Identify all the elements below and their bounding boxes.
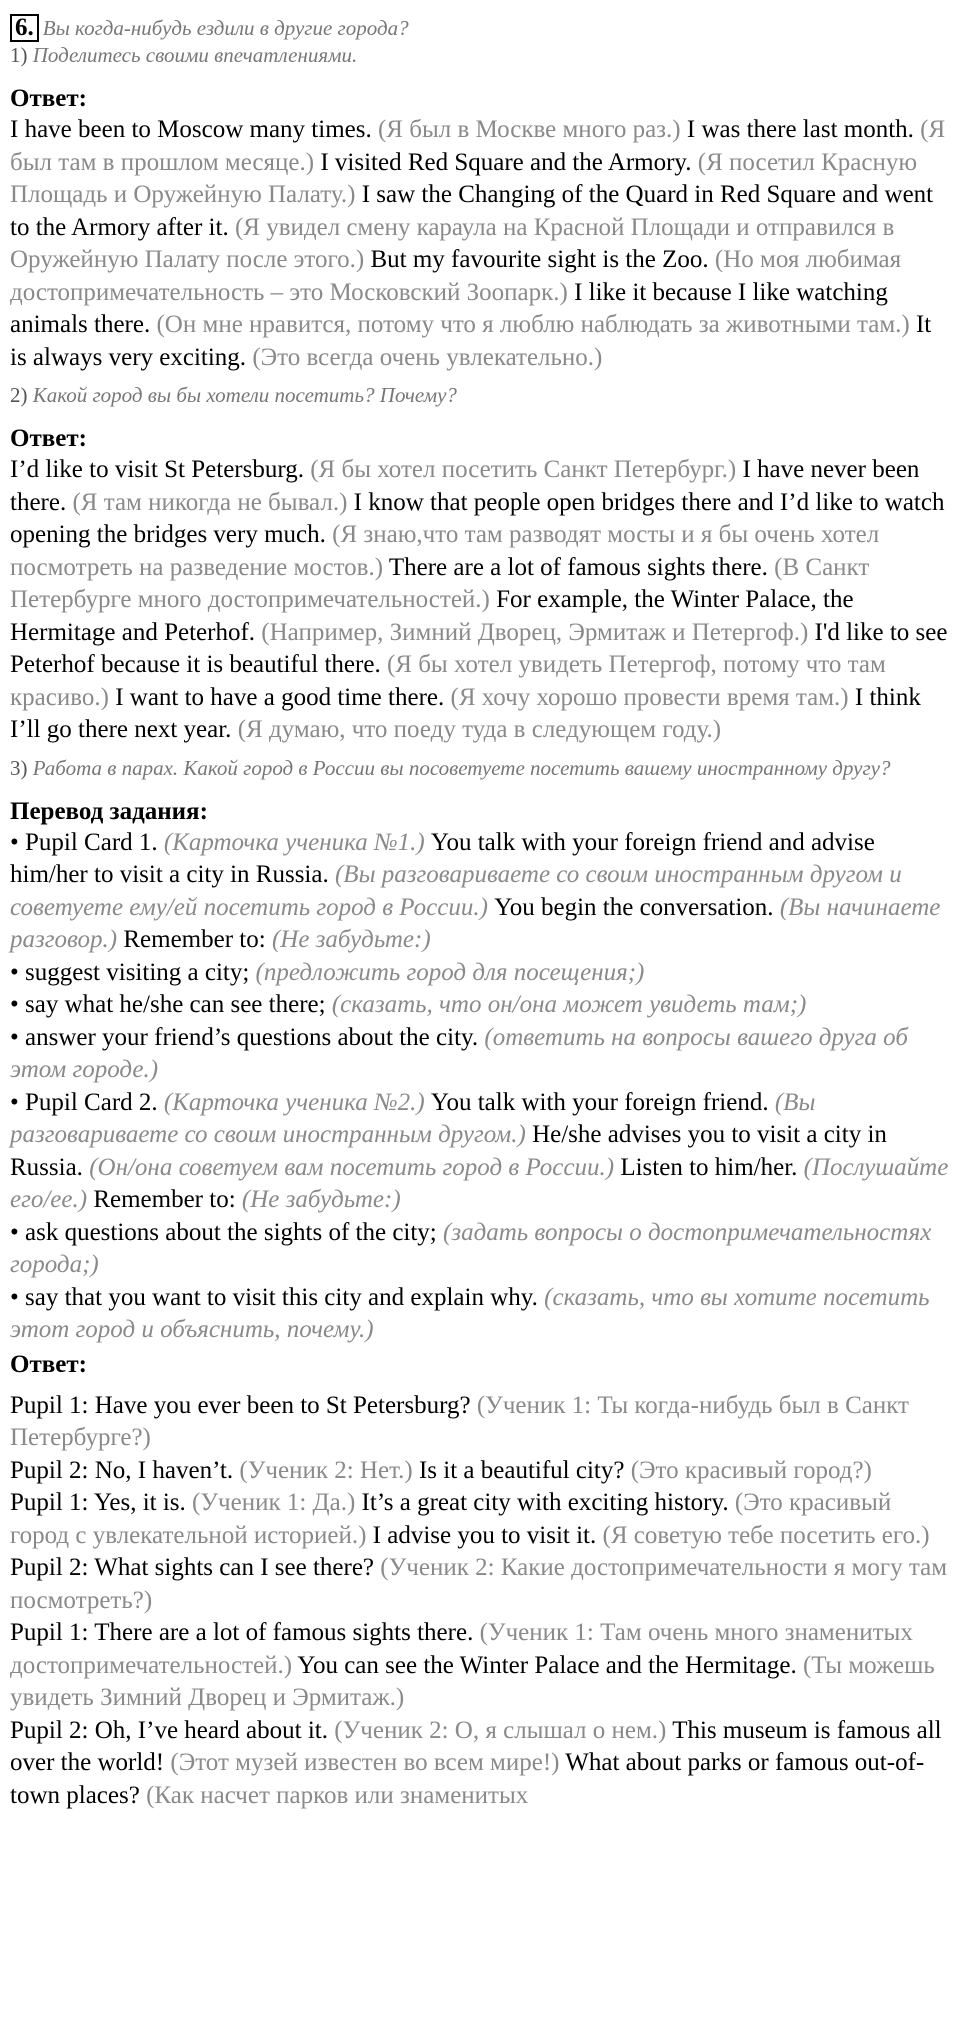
english-text: Pupil 1: There are a lot of famous sights there.	[10, 1619, 480, 1646]
russian-translation: (Послушайте его/ее.)	[10, 1153, 949, 1213]
russian-translation: (Вы начинаете разговор.)	[10, 893, 941, 953]
english-text: I have never been there.	[10, 456, 920, 516]
dialogue-block	[10, 1390, 950, 1813]
english-text: I like it because I like watching animals there.	[10, 278, 888, 338]
english-text: You begin the conversation.	[494, 893, 780, 921]
russian-translation: (Он мне нравится, потому что я люблю наблюдать за животными там.)	[156, 311, 916, 338]
paragraph	[10, 1715, 950, 1813]
russian-translation: (задать вопросы о достопримечательностях города;)	[10, 1218, 932, 1278]
english-text: I’d like to visit St Petersburg.	[10, 456, 311, 483]
russian-translation: (Я советую тебе посетить его.)	[602, 1521, 930, 1549]
english-text: This museum is famous all over the world!	[10, 1716, 942, 1776]
russian-translation: (Ученик 1: Там очень много знаменитых достопримечательностей.)	[10, 1619, 913, 1679]
russian-translation: (Я там никогда не бывал.)	[72, 488, 354, 516]
english-text: It is always very exciting.	[10, 311, 932, 371]
english-text: I saw the Changing of the Quard in Red Square and went to the Armory after it.	[10, 181, 934, 241]
answer-1-label: Ответ:	[10, 85, 87, 112]
english-text: • Pupil Card 2.	[10, 1088, 164, 1116]
russian-translation: (Не забудьте:)	[271, 926, 431, 953]
translation-label: Перевод задания:	[10, 797, 208, 825]
answer-1-text	[10, 114, 950, 374]
english-text: Is it a beautiful city?	[418, 1456, 631, 1484]
english-text: Pupil 2: Oh, I’ve heard about it.	[10, 1716, 335, 1744]
russian-translation: (Я был там в прошлом месяце.)	[10, 116, 946, 176]
answer-3-label: Ответ:	[10, 1350, 87, 1378]
english-text: I visited Red Square and the Armory.	[320, 148, 698, 176]
answer-2-text	[10, 454, 950, 747]
russian-translation: (предложить город для посещения;)	[255, 958, 645, 986]
paragraph	[10, 827, 950, 957]
paragraph	[10, 1282, 950, 1347]
russian-translation: (Я бы хотел посетить Санкт Петербург.)	[310, 456, 743, 483]
translation-block	[10, 827, 950, 1347]
english-text: But my favourite sight is the Zoo.	[370, 246, 715, 273]
english-text: • say what he/she can see there;	[10, 991, 332, 1018]
english-text: Listen to him/her.	[620, 1153, 804, 1181]
english-text: I know that people open bridges there and I’d like to watch opening the bridges very much.	[10, 488, 945, 548]
english-text: Remember to:	[123, 926, 272, 953]
subquestion-1	[10, 42, 950, 69]
english-text: For example, the Winter Palace, the Hermitage and Peterhof.	[10, 586, 854, 646]
russian-translation: (Ученик 2: Нет.)	[239, 1456, 419, 1484]
russian-translation: (Это красивый город с увлекательной историей.)	[10, 1489, 892, 1549]
english-text: I want to have a good time there.	[115, 683, 451, 711]
english-text: There are a lot of famous sights there.	[388, 553, 775, 581]
russian-translation: (Я увидел смену караула на Красной Площади и отправился в Оружейную Палату после этого.)	[10, 213, 895, 273]
russian-translation: (Это всегда очень увлекательно.)	[252, 343, 603, 371]
english-text: I'd like to see Peterhof because it is beautiful there.	[10, 618, 948, 678]
task-header	[10, 14, 950, 42]
english-text: You can see the Winter Palace and the Hermitage.	[297, 1651, 803, 1679]
paragraph	[10, 1552, 950, 1617]
russian-translation: (Вы разговариваете со своим иностранным другом и советуете ему/ей посетить город в России.)	[10, 861, 902, 921]
russian-translation: (Как насчет парков или знаменитых	[146, 1781, 529, 1809]
russian-translation: (Но моя любимая достопримечательность – это Московский Зоопарк.)	[10, 246, 902, 306]
english-text: Pupil 2: No, I haven’t.	[10, 1456, 240, 1484]
russian-translation: (Карточка ученика №2.)	[163, 1088, 431, 1116]
russian-translation: (Я хочу хорошо провести время там.)	[450, 683, 855, 711]
russian-translation: (Например, Зимний Дворец, Эрмитаж и Петергоф.)	[261, 618, 815, 646]
english-text: • say that you want to visit this city and explain why.	[10, 1283, 545, 1311]
russian-translation: (Этот музей известен во всем мире!)	[170, 1749, 566, 1776]
russian-translation: (сказать, что вы хотите посетить этот город и объяснить, почему.)	[10, 1283, 930, 1343]
paragraph	[10, 989, 950, 1022]
paragraph	[10, 1087, 950, 1217]
paragraph	[10, 1217, 950, 1282]
subquestion-3	[10, 755, 950, 782]
english-text: What about parks or famous out-of-town places?	[10, 1749, 925, 1809]
subquestion-2-number: 2)	[10, 383, 28, 407]
russian-translation: (Ты можешь увидеть Зимний Дворец и Эрмитаж.)	[10, 1651, 935, 1711]
subquestion-2-text: Какой город вы бы хотели посетить? Почему?	[32, 383, 457, 407]
subquestion-2	[10, 382, 950, 409]
paragraph	[10, 1455, 950, 1488]
english-text: I was there last month.	[686, 116, 921, 143]
subquestion-1-number: 1)	[10, 43, 28, 67]
paragraph	[10, 1617, 950, 1715]
paragraph	[10, 1022, 950, 1087]
russian-translation: (Я был в Москве много раз.)	[377, 116, 687, 143]
english-text: I advise you to visit it.	[372, 1521, 603, 1549]
spacer	[10, 1380, 950, 1390]
task-number: 6.	[10, 14, 39, 42]
english-text: You talk with your foreign friend.	[430, 1088, 775, 1116]
english-text: • answer your friend’s questions about the city.	[10, 1023, 485, 1051]
english-text: I have been to Moscow many times.	[10, 116, 378, 143]
english-text: You talk with your foreign friend and advise him/her to visit a city in Russia.	[10, 828, 875, 888]
russian-translation: (Я бы хотел увидеть Петергоф, потому что там красиво.)	[10, 651, 886, 711]
subquestion-1-text: Поделитесь своими впечатлениями.	[32, 43, 358, 67]
english-text: He/she advises you to visit a city in Russia.	[10, 1121, 887, 1181]
russian-translation: (ответить на вопросы вашего друга об этом городе.)	[10, 1023, 908, 1083]
english-text: I think I’ll go there next year.	[10, 683, 921, 743]
subquestion-3-number: 3)	[10, 755, 28, 780]
russian-translation: (Ученик 2: О, я слышал о нем.)	[334, 1716, 673, 1744]
english-text: It’s a great city with exciting history.	[361, 1489, 735, 1516]
russian-translation: (Я думаю, что поеду туда в следующем году.)	[237, 716, 722, 743]
russian-translation: (Вы разговариваете со своим иностранным другом.)	[10, 1088, 816, 1148]
russian-translation: (В Санкт Петербурге много достопримечательностей.)	[10, 553, 870, 613]
russian-translation: (Не забудьте:)	[241, 1186, 401, 1213]
russian-translation: (Ученик 1: Ты когда-нибудь был в Санкт Петербурге?)	[10, 1391, 909, 1451]
russian-translation: (Ученик 1: Да.)	[192, 1489, 362, 1516]
english-text: Remember to:	[93, 1186, 242, 1213]
english-text: • Pupil Card 1.	[10, 828, 164, 856]
english-text: Pupil 1: Yes, it is.	[10, 1489, 193, 1516]
answer-2-label: Ответ:	[10, 425, 87, 452]
english-text: • ask questions about the sights of the city;	[10, 1218, 444, 1246]
russian-translation: (Ученик 2: Какие достопримечательности я могу там посмотреть?)	[10, 1554, 948, 1614]
english-text: Pupil 2: What sights can I see there?	[10, 1554, 381, 1581]
russian-translation: (Я знаю,что там разводят мосты и я бы очень хотел посмотреть на разведение мостов.)	[10, 521, 880, 581]
paragraph	[10, 1487, 950, 1552]
english-text: Pupil 1: Have you ever been to St Petersburg?	[10, 1391, 477, 1419]
subquestion-3-text: Работа в парах. Какой город в России вы посоветуете посетить вашему иностранному другу?	[32, 755, 891, 780]
paragraph	[10, 957, 950, 990]
russian-translation: (Он/она советуем вам посетить город в России.)	[89, 1153, 621, 1181]
russian-translation: (Это красивый город?)	[630, 1456, 872, 1484]
paragraph	[10, 1390, 950, 1455]
russian-translation: (Я посетил Красную Площадь и Оружейную Палату.)	[10, 148, 917, 208]
russian-translation: (сказать, что он/она может увидеть там;)	[331, 991, 807, 1018]
task-question: Вы когда-нибудь ездили в другие города?	[42, 16, 409, 40]
english-text: • suggest visiting a city;	[10, 958, 256, 986]
russian-translation: (Карточка ученика №1.)	[163, 828, 431, 856]
